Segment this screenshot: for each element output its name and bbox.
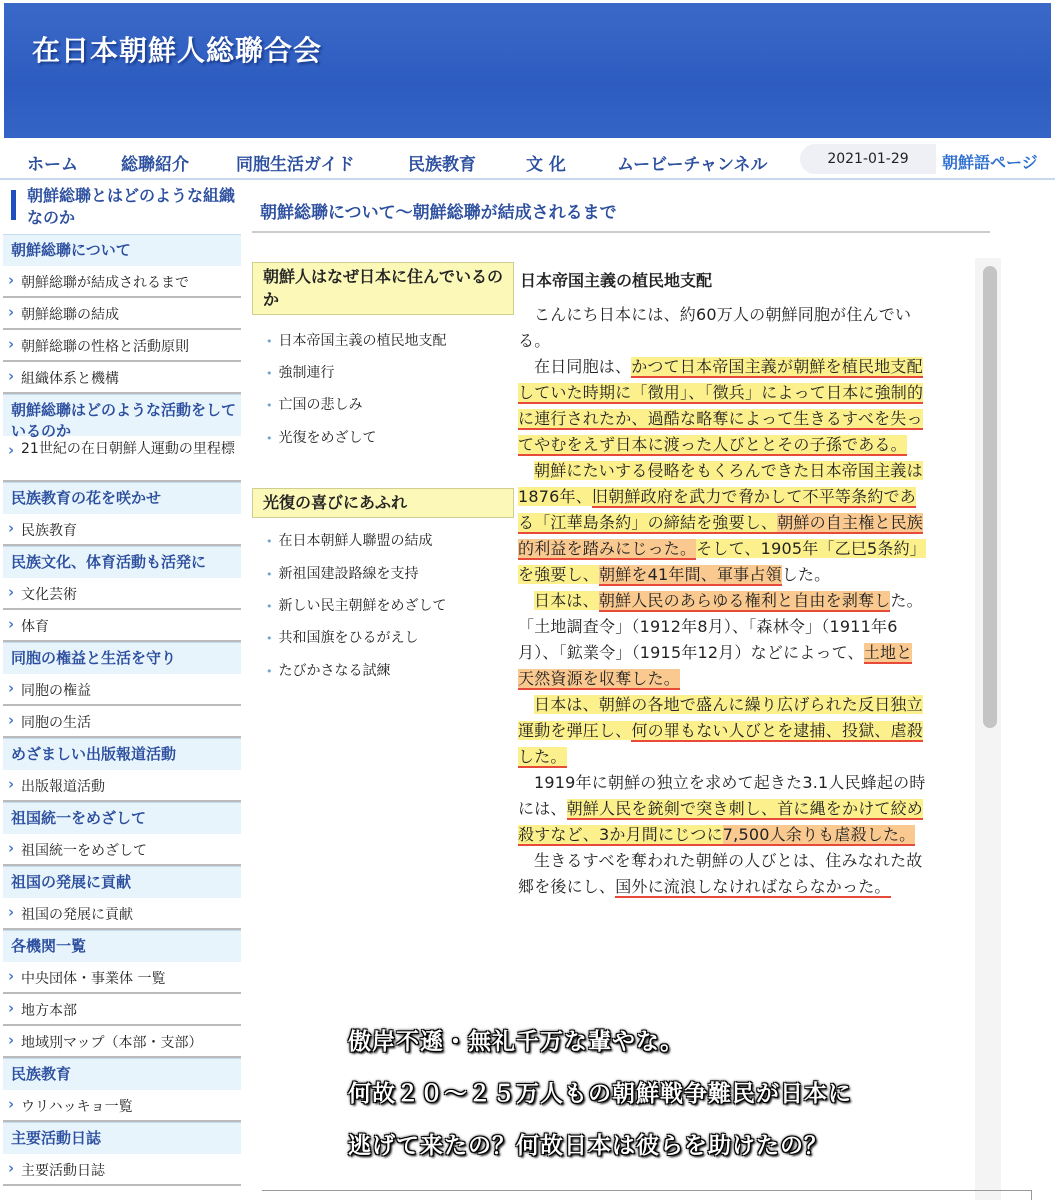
subnav-item[interactable]: • 亡国の悲しみ: [266, 394, 363, 414]
scrollbar-thumb[interactable]: [983, 266, 997, 728]
subnav-group-title: 光復の喜びにあふれ: [252, 488, 514, 518]
page-title: 朝鮮総聯について〜朝鮮総聯が結成されるまで: [260, 203, 617, 223]
sidebar-item[interactable]: › 出版報道活動: [3, 770, 241, 802]
subnav-item[interactable]: • 新しい民主朝鮮をめざして: [266, 595, 447, 615]
sidebar-item[interactable]: › 21世紀の在日朝鮮人運動の里程標: [3, 436, 241, 482]
site-header: [0, 0, 1055, 138]
sidebar-section-title[interactable]: 民族文化、体育活動も活発に: [3, 546, 241, 578]
nav-culture[interactable]: 文 化: [526, 155, 566, 175]
sidebar-item[interactable]: › 主要活動日誌: [3, 1154, 241, 1186]
sidebar-item[interactable]: › 民族教育: [3, 514, 241, 546]
sidebar-item[interactable]: › 祖国統一をめざして: [3, 834, 241, 866]
comment-line: 傲岸不遜・無礼千万な輩やな。: [348, 1029, 684, 1055]
sidebar-item[interactable]: › ウリハッキョ一覧: [3, 1090, 241, 1122]
article-body: [518, 302, 926, 900]
comment-line: 何故２０～２５万人もの朝鮮戦争難民が日本に: [348, 1081, 852, 1107]
sidebar-section-title[interactable]: 朝鮮総聯はどのような活動をしているのか: [3, 394, 241, 436]
article-paragraph: 日本は、朝鮮の各地で盛んに繰り広げられた反日独立運動を弾圧し、何の罪もない人びとを逮捕、投獄、虐殺した。: [518, 695, 924, 766]
article-paragraph: 1919年に朝鮮の独立を求めて起きた3.1人民蜂起の時には、朝鮮人民を銃剣で突き刺し、首に縄をかけて絞め殺すなど、3か月間にじつに7,500人余りも虐殺した。: [518, 773, 926, 844]
article-paragraph: こんにち日本には、約60万人の朝鮮同胞が住んでいる。: [518, 305, 912, 350]
sidebar-item[interactable]: › 同胞の生活: [3, 706, 241, 738]
comment-overlay: [348, 1016, 852, 1172]
sidebar-item[interactable]: › 朝鮮総聯の性格と活動原則: [3, 330, 241, 362]
article-paragraph: 生きるすべを奪われた朝鮮の人びとは、住みなれた故郷を後にし、国外に流浪しなければならなかった。: [518, 851, 923, 896]
subnav-item[interactable]: • 日本帝国主義の植民地支配: [266, 330, 447, 350]
site-title[interactable]: 在日本朝鮮人総聯合会: [32, 34, 323, 67]
article-heading: 日本帝国主義の植民地支配: [520, 271, 713, 290]
sidebar-item[interactable]: › 朝鮮総聯の結成: [3, 298, 241, 330]
subnav-item[interactable]: • 光復をめざして: [266, 427, 377, 447]
main-nav: [0, 140, 1055, 180]
subnav-item[interactable]: • 強制連行: [266, 362, 335, 382]
sidebar-section-title[interactable]: 主要活動日誌: [3, 1122, 241, 1154]
sidebar-item[interactable]: › 中央団体・事業体 一覧: [3, 962, 241, 994]
sidebar-section-title[interactable]: 民族教育の花を咲かせ: [3, 482, 241, 514]
subnav-item[interactable]: • たびかさなる試練: [266, 660, 391, 680]
article-paragraph: 日本は、朝鮮人民のあらゆる権利と自由を剥奪した。「土地調査令」（1912年8月）、「森林令」（1911年6月）、「鉱業令」（1915年12月）などによって、土地と天然資源を収奪した。: [518, 591, 923, 688]
sidebar-section-title[interactable]: 祖国統一をめざして: [3, 802, 241, 834]
sidebar-section-title[interactable]: 同胞の権益と生活を守り: [3, 642, 241, 674]
content-frame-edge: [262, 1190, 1032, 1200]
sidebar: [3, 182, 241, 1200]
sidebar-heading: 朝鮮総聯とはどのような組織なのか: [3, 182, 241, 234]
nav-about[interactable]: 総聯紹介: [121, 155, 189, 175]
date-display: 2021-01-29: [800, 144, 936, 174]
nav-movie-channel[interactable]: ムービーチャンネル: [617, 155, 768, 175]
sidebar-item[interactable]: › 朝鮮総聯が結成されるまで: [3, 266, 241, 298]
article-paragraph: 朝鮮にたいする侵略をもくろんできた日本帝国主義は1876年、旧朝鮮政府を武力で脅かして不平等条約である「江華島条約」の締結を強要し、朝鮮の自主権と民族的利益を踏みにじった。そして、1905年「乙巳5条約」を強要し、朝鮮を41年間、軍事占領した。: [518, 461, 926, 584]
title-divider: [252, 231, 990, 233]
sidebar-item[interactable]: › 文化芸術: [3, 578, 241, 610]
subnav-item[interactable]: • 新祖国建設路線を支持: [266, 563, 419, 583]
subnav-item[interactable]: • 共和国旗をひるがえし: [266, 627, 419, 647]
comment-line: 逃げて来たの？何故日本は彼らを助けたの？: [348, 1133, 828, 1159]
sidebar-section-title[interactable]: 各機関一覧: [3, 930, 241, 962]
sidebar-section-title[interactable]: 祖国の発展に貢献: [3, 866, 241, 898]
nav-life-guide[interactable]: 同胞生活ガイド: [236, 155, 355, 175]
nav-home[interactable]: ホーム: [27, 155, 78, 175]
sidebar-section-title[interactable]: 民族教育: [3, 1058, 241, 1090]
nav-education[interactable]: 民族教育: [408, 155, 476, 175]
subnav-item[interactable]: • 在日本朝鮮人聯盟の結成: [266, 530, 433, 550]
sidebar-section-title[interactable]: めざましい出版報道活動: [3, 738, 241, 770]
sidebar-item[interactable]: › 地域別マップ（本部・支部）: [3, 1026, 241, 1058]
sidebar-section-title[interactable]: 朝鮮総聯について: [3, 234, 241, 266]
sidebar-item[interactable]: › 同胞の権益: [3, 674, 241, 706]
sidebar-item[interactable]: › 体育: [3, 610, 241, 642]
heading-bar-icon: [11, 190, 16, 220]
article-paragraph: 在日同胞は、かつて日本帝国主義が朝鮮を植民地支配していた時期に「徴用」、「徴兵」によって日本に強制的に連行されたか、過酷な略奪によって生きるすべを失ってやむをえず日本に渡った人びととその子孫である。: [518, 357, 924, 454]
subnav-group-title: 朝鮮人はなぜ日本に住んでいるのか: [252, 262, 514, 315]
sidebar-item[interactable]: › 組織体系と機構: [3, 362, 241, 394]
sidebar-item[interactable]: › 祖国の発展に貢献: [3, 898, 241, 930]
sidebar-item[interactable]: › 地方本部: [3, 994, 241, 1026]
nav-korean-page[interactable]: 朝鮮語ページ: [942, 153, 1038, 172]
